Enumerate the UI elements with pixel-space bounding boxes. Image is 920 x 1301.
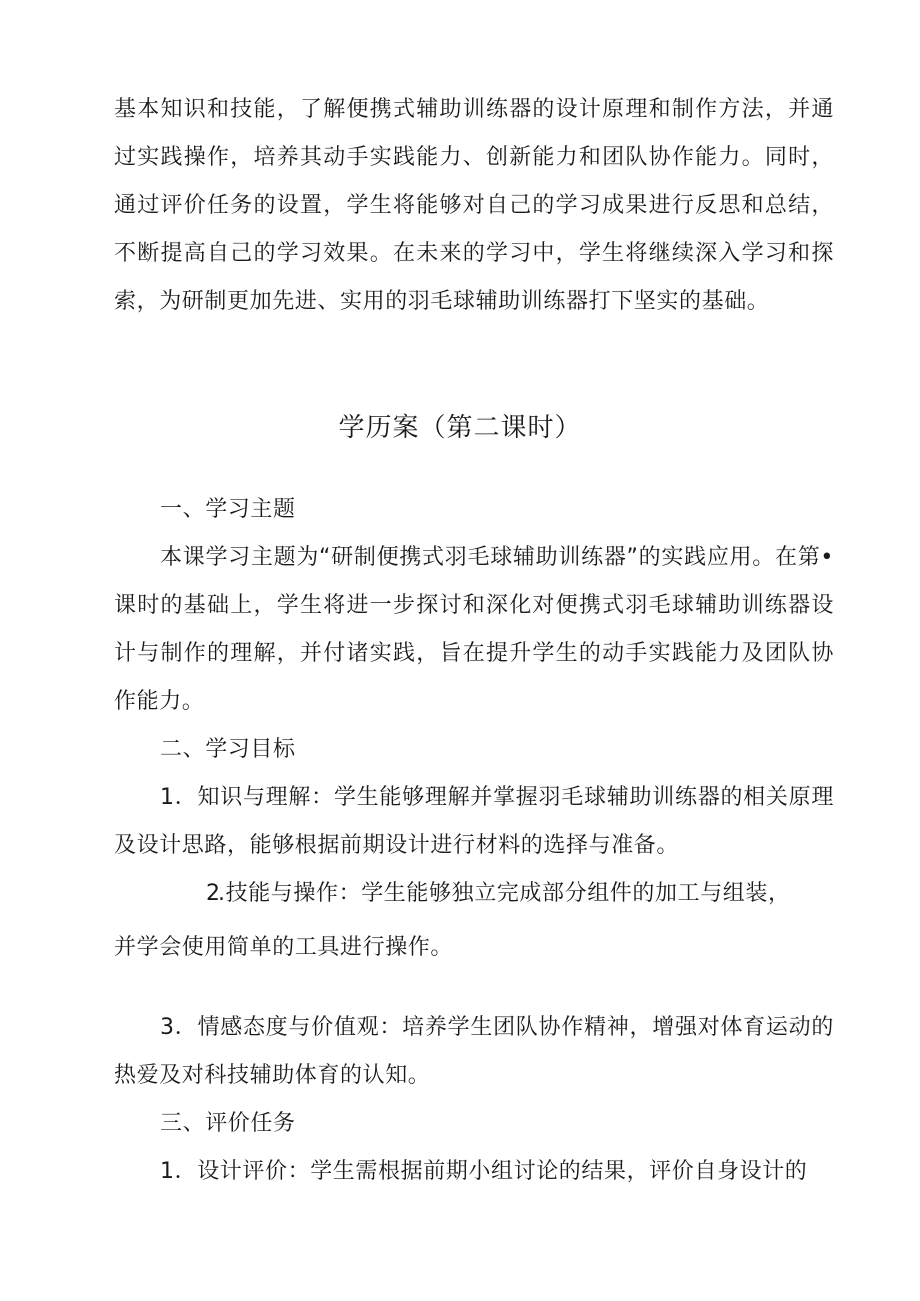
evaluation-item-1: 1．设计评价：学生需根据前期小组讨论的结果，评价自身设计的 — [160, 1159, 808, 1184]
learning-theme-paragraph: 本课学习主题为“研制便携式羽毛球辅助训练器”的实践应用。在第•课时的基础上，学生将进一步探讨和深化对便携式羽毛球辅助训练器设计与制作的理解，并付诸实践，旨在提升学生的动手实践能力及团队协作能力。 — [114, 545, 834, 714]
goal-item-3: 3．情感态度与价值观：培养学生团队协作精神，增强对体育运动的热爱及对科技辅助体育的认知。 — [114, 1015, 834, 1088]
goal-item-2-text: .技能与操作：学生能够独立完成部分组件的加工与组装， — [218, 881, 791, 906]
goal-item-1: 1．知识与理解：学生能够理解并掌握羽毛球辅助训练器的相关原理及设计思路，能够根据前期设计进行材料的选择与准备。 — [114, 785, 834, 858]
intro-paragraph: 基本知识和技能，了解便携式辅助训练器的设计原理和制作方法，并通过实践操作，培养其动手实践能力、创新能力和团队协作能力。同时，通过评价任务的设置，学生将能够对自己的学习成果进行反思和总结，不断提高自己的学习效果。在未来的学习中，学生将继续深入学习和探索，为研制更加先进、实用的羽毛球辅助训练器打下坚实的基础。 — [114, 97, 834, 314]
page-title: 学历案（第二课时） — [338, 413, 582, 443]
goal-item-2-continuation: 并学会使用简单的工具进行操作。 — [114, 935, 454, 960]
goal-item-2-number: 2 — [206, 881, 221, 906]
goal-item-2 — [114, 870, 834, 918]
section-heading-evaluation-tasks: 三、评价任务 — [160, 1111, 296, 1136]
section-heading-learning-theme: 一、学习主题 — [160, 497, 296, 522]
section-heading-learning-goals: 二、学习目标 — [160, 737, 296, 762]
